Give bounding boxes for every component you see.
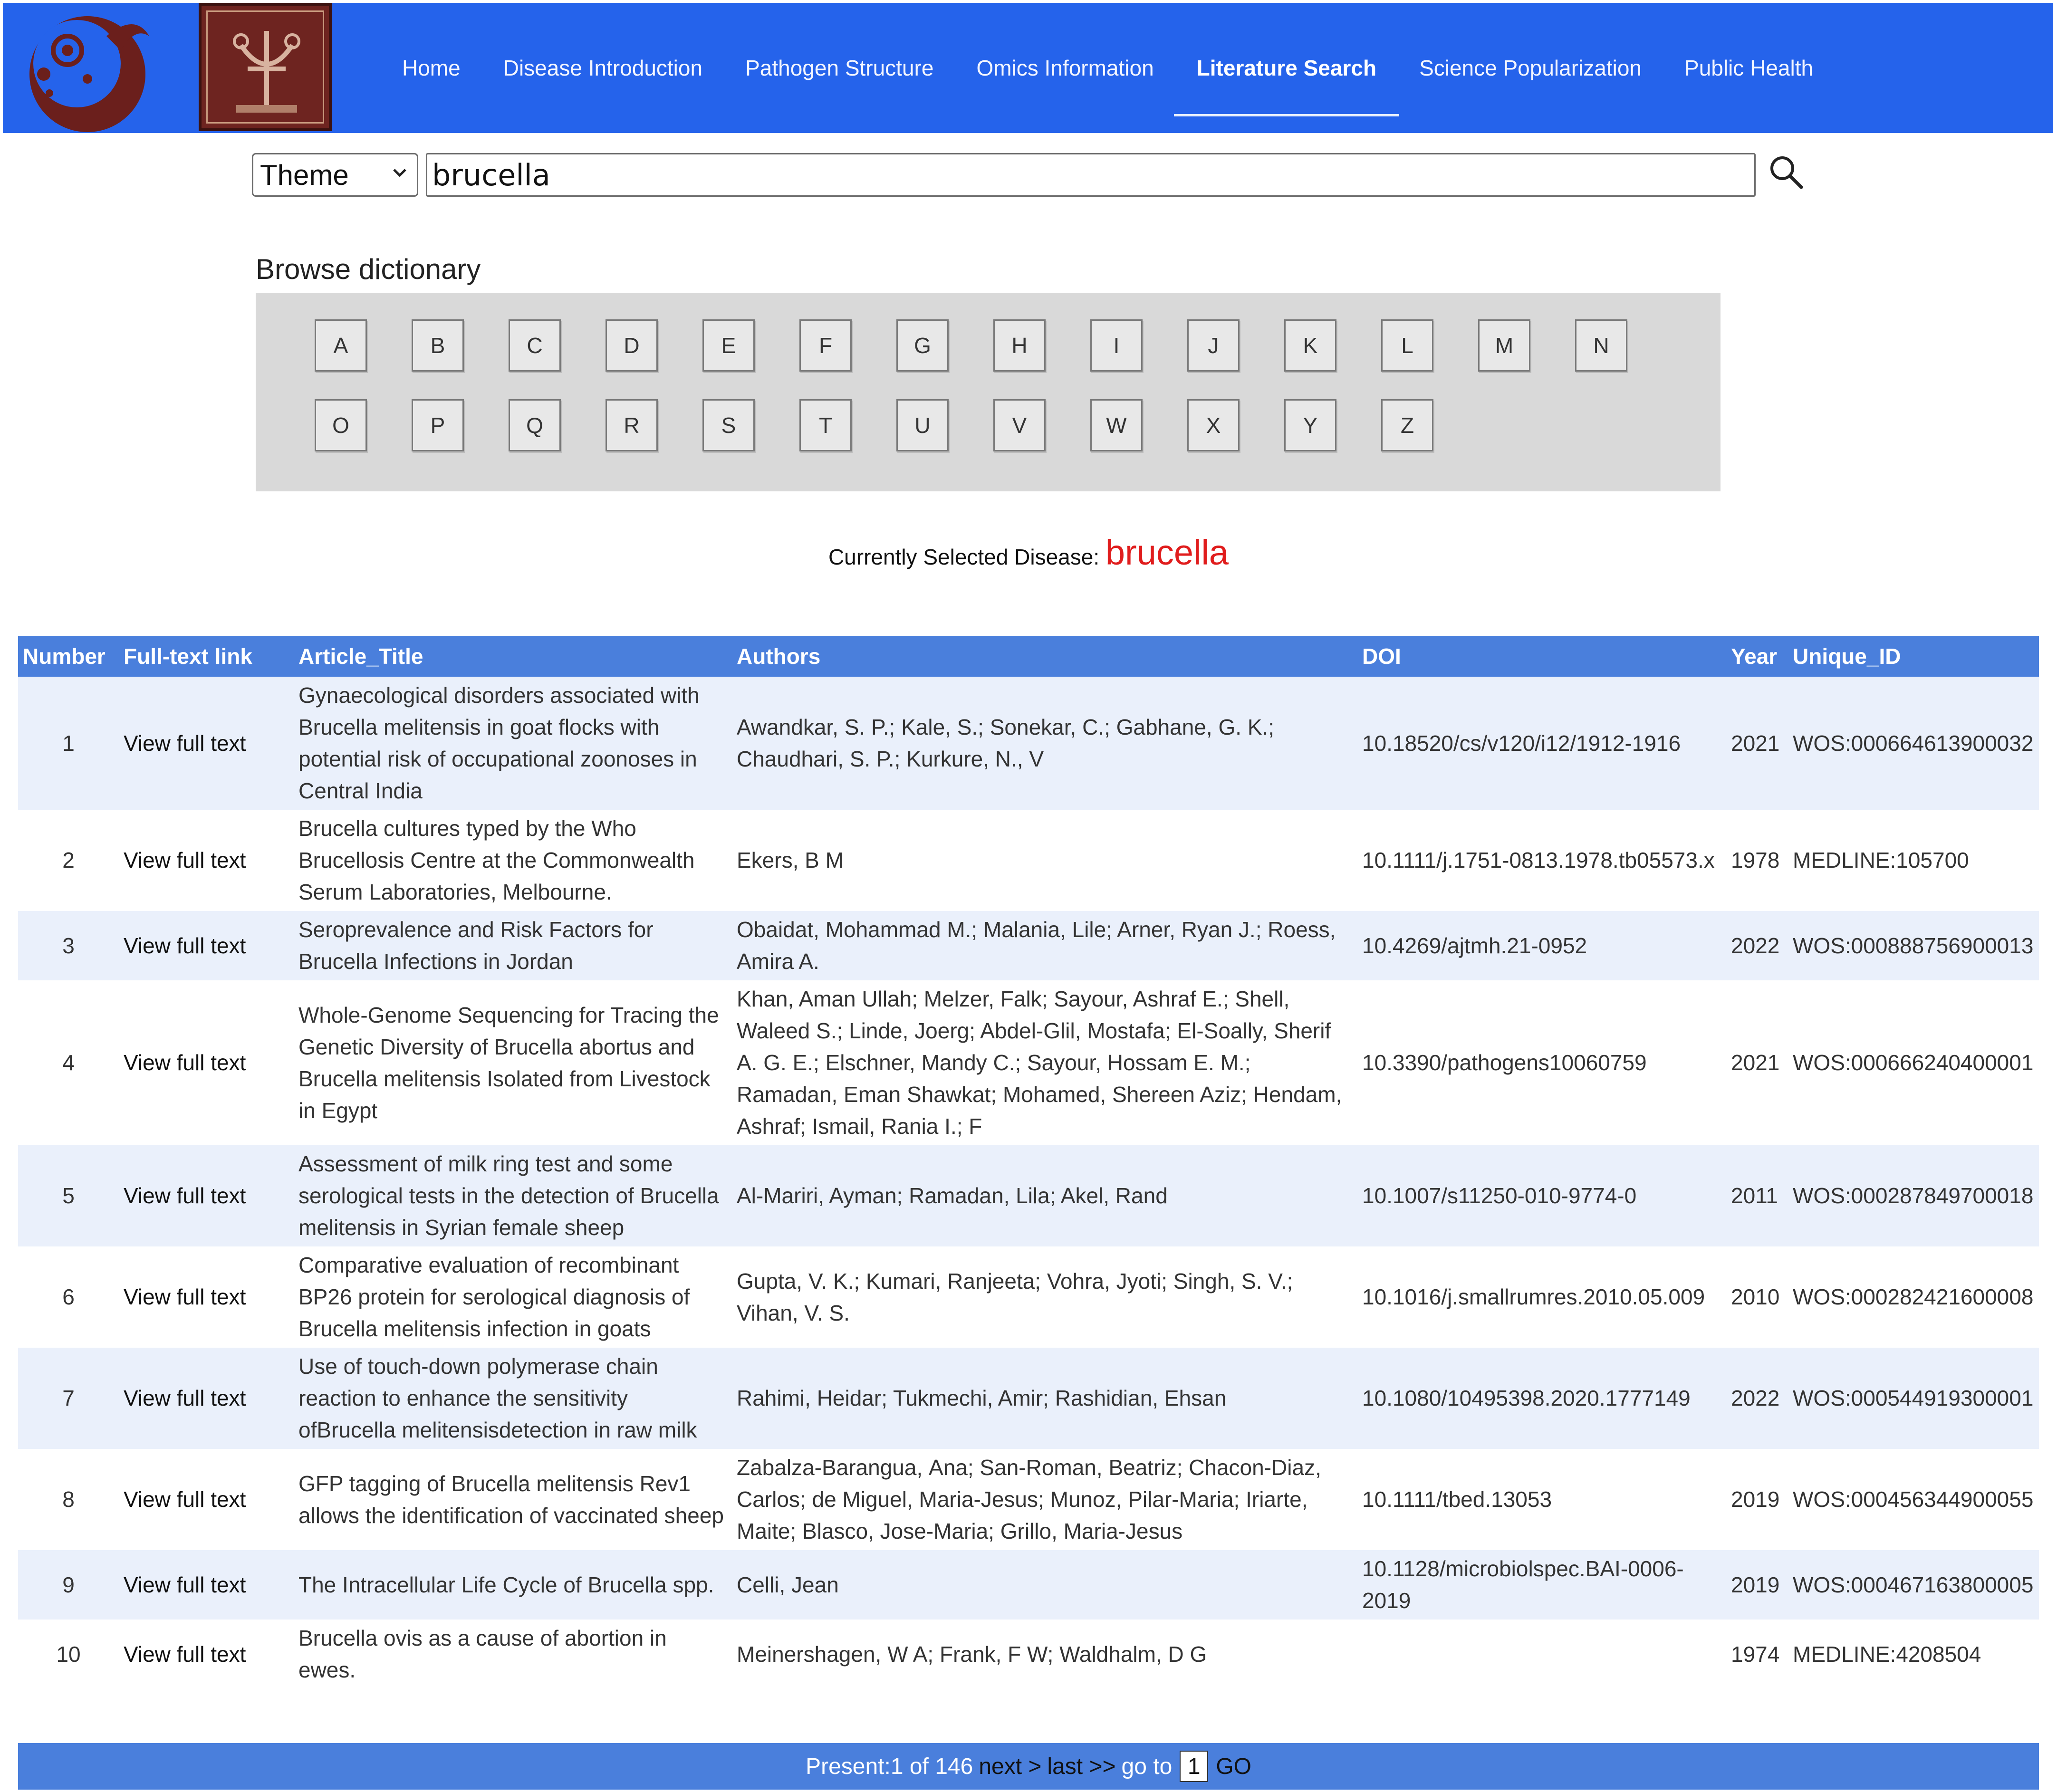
header-doi[interactable]: DOI <box>1357 636 1726 677</box>
nav-disease-introduction[interactable]: Disease Introduction <box>503 56 703 80</box>
row-number: 1 <box>18 677 119 810</box>
selected-disease-value: brucella <box>1105 533 1229 572</box>
unique-id: WOS:000664613900032 <box>1788 677 2039 810</box>
letter-h-button[interactable]: H <box>993 319 1046 372</box>
letter-i-button[interactable]: I <box>1090 319 1143 372</box>
authors: Ekers, B M <box>732 810 1357 911</box>
doi: 10.1111/j.1751-0813.1978.tb05573.x <box>1357 810 1726 911</box>
site-logo[interactable] <box>21 8 162 136</box>
year: 1974 <box>1726 1620 1788 1689</box>
letter-t-button[interactable]: T <box>799 399 852 451</box>
search-icon[interactable] <box>1767 153 1805 191</box>
letter-s-button[interactable]: S <box>702 399 755 451</box>
table-row <box>18 1449 2039 1550</box>
authors: Khan, Aman Ullah; Melzer, Falk; Sayour, Ashraf E.; Shell, Waleed S.; Linde, Joerg; Abdel-Glil, Mostafa; El-Soally, Sherif A. G. E.; Elschner, Mandy C.; Sayour, Hossam E. M.; Ramadan, Eman Shawkat; Mohamed, Shereen Aziz; Hendam, Ashraf; Ismail, Rania I.; F <box>732 980 1357 1145</box>
chevron-down-icon <box>391 164 408 181</box>
article-title: Gynaecological disorders associated with Brucella melitensis in goat flocks with potential risk of occupational zoonoses in Central India <box>294 677 732 810</box>
institute-logo[interactable] <box>199 3 332 131</box>
year: 2021 <box>1726 677 1788 810</box>
pagination-bar <box>18 1743 2039 1790</box>
header-year[interactable]: Year <box>1726 636 1788 677</box>
letter-j-button[interactable]: J <box>1187 319 1240 372</box>
article-title: Assessment of milk ring test and some serological tests in the detection of Brucella melitensis in Syrian female sheep <box>294 1145 732 1246</box>
selected-disease <box>0 532 2057 573</box>
row-number: 5 <box>18 1145 119 1246</box>
letter-a-button[interactable]: A <box>315 319 367 372</box>
article-title: Brucella cultures typed by the Who Brucellosis Centre at the Commonwealth Serum Laboratories, Melbourne. <box>294 810 732 911</box>
letter-x-button[interactable]: X <box>1187 399 1240 451</box>
unique-id: MEDLINE:4208504 <box>1788 1620 2039 1689</box>
year: 1978 <box>1726 810 1788 911</box>
results-table <box>18 636 2039 1689</box>
view-full-text-link[interactable]: View full text <box>119 980 294 1145</box>
header-article-title[interactable]: Article_Title <box>294 636 732 677</box>
letter-z-button[interactable]: Z <box>1381 399 1433 451</box>
authors: Al-Mariri, Ayman; Ramadan, Lila; Akel, Rand <box>732 1145 1357 1246</box>
doi <box>1357 1620 1726 1689</box>
top-navbar <box>3 3 2053 133</box>
year: 2011 <box>1726 1145 1788 1246</box>
row-number: 7 <box>18 1348 119 1449</box>
doi: 10.1080/10495398.2020.1777149 <box>1357 1348 1726 1449</box>
unique-id: MEDLINE:105700 <box>1788 810 2039 911</box>
nav-omics-information[interactable]: Omics Information <box>976 56 1154 80</box>
row-number: 3 <box>18 911 119 980</box>
table-row <box>18 1620 2039 1689</box>
letter-y-button[interactable]: Y <box>1284 399 1336 451</box>
doi: 10.18520/cs/v120/i12/1912-1916 <box>1357 677 1726 810</box>
row-number: 4 <box>18 980 119 1145</box>
doi: 10.1007/s11250-010-9774-0 <box>1357 1145 1726 1246</box>
letter-o-button[interactable]: O <box>315 399 367 451</box>
authors: Awandkar, S. P.; Kale, S.; Sonekar, C.; Gabhane, G. K.; Chaudhari, S. P.; Kurkure, N., V <box>732 677 1357 810</box>
unique-id: WOS:000888756900013 <box>1788 911 2039 980</box>
unique-id: WOS:000456344900055 <box>1788 1449 2039 1550</box>
table-header-row <box>18 636 2039 677</box>
pagination-present: Present:1 of 146 <box>806 1754 973 1779</box>
view-full-text-link[interactable]: View full text <box>119 911 294 980</box>
letter-m-button[interactable]: M <box>1478 319 1530 372</box>
view-full-text-link[interactable]: View full text <box>119 1246 294 1348</box>
article-title: Use of touch-down polymerase chain reaction to enhance the sensitivity ofBrucella melitensisdetection in raw milk <box>294 1348 732 1449</box>
year: 2019 <box>1726 1449 1788 1550</box>
nav-science-popularization[interactable]: Science Popularization <box>1419 56 1642 80</box>
letter-b-button[interactable]: B <box>412 319 464 372</box>
selected-disease-label: Currently Selected Disease: <box>828 545 1100 569</box>
letter-e-button[interactable]: E <box>702 319 755 372</box>
letter-w-button[interactable]: W <box>1090 399 1143 451</box>
nav-home[interactable]: Home <box>402 56 461 80</box>
view-full-text-link[interactable]: View full text <box>119 1620 294 1689</box>
table-row <box>18 980 2039 1145</box>
unique-id: WOS:000282421600008 <box>1788 1246 2039 1348</box>
header-unique-id[interactable]: Unique_ID <box>1788 636 2039 677</box>
view-full-text-link[interactable]: View full text <box>119 810 294 911</box>
doi: 10.4269/ajtmh.21-0952 <box>1357 911 1726 980</box>
letter-g-button[interactable]: G <box>896 319 949 372</box>
search-type-select[interactable] <box>252 153 418 197</box>
year: 2021 <box>1726 980 1788 1145</box>
header-authors[interactable]: Authors <box>732 636 1357 677</box>
table-row <box>18 1246 2039 1348</box>
header-full-text-link[interactable]: Full-text link <box>119 636 294 677</box>
go-button[interactable]: GO <box>1216 1754 1251 1779</box>
letter-q-button[interactable]: Q <box>509 399 561 451</box>
year: 2010 <box>1726 1246 1788 1348</box>
authors: Zabalza-Baranguа, Ana; San-Roman, Beatriz; Chacon-Diaz, Carlos; de Miguel, Maria-Jesus; Munoz, Pilar-Maria; Iriarte, Maite; Blasco, Jose-Maria; Grillo, Maria-Jesus <box>732 1449 1357 1550</box>
authors: Gupta, V. K.; Kumari, Ranjeeta; Vohra, Jyoti; Singh, S. V.; Vihan, V. S. <box>732 1246 1357 1348</box>
next-page-link[interactable]: next > <box>979 1754 1042 1779</box>
doi: 10.1111/tbed.13053 <box>1357 1449 1726 1550</box>
search-type-value: Theme <box>260 159 349 191</box>
letter-v-button[interactable]: V <box>993 399 1046 451</box>
table-row <box>18 1145 2039 1246</box>
view-full-text-link[interactable]: View full text <box>119 1145 294 1246</box>
year: 2019 <box>1726 1550 1788 1620</box>
table-row <box>18 810 2039 911</box>
row-number: 2 <box>18 810 119 911</box>
letter-c-button[interactable]: C <box>509 319 561 372</box>
view-full-text-link[interactable]: View full text <box>119 1550 294 1620</box>
logo-frame <box>206 10 324 124</box>
article-title: Seroprevalence and Risk Factors for Brucella Infections in Jordan <box>294 911 732 980</box>
row-number: 10 <box>18 1620 119 1689</box>
article-title: Whole-Genome Sequencing for Tracing the Genetic Diversity of Brucella abortus and Brucella melitensis Isolated from Livestock in Egypt <box>294 980 732 1145</box>
letter-p-button[interactable]: P <box>412 399 464 451</box>
article-title: Brucella ovis as a cause of abortion in ewes. <box>294 1620 732 1689</box>
view-full-text-link[interactable]: View full text <box>119 677 294 810</box>
main-nav <box>402 3 1856 133</box>
search-input-value: brucella <box>432 157 550 192</box>
letter-n-button[interactable]: N <box>1575 319 1627 372</box>
nav-literature-search[interactable]: Literature Search <box>1196 56 1377 80</box>
header-number[interactable]: Number <box>18 636 119 677</box>
last-page-link[interactable]: last >> <box>1047 1754 1116 1779</box>
letter-d-button[interactable]: D <box>606 319 658 372</box>
year: 2022 <box>1726 1348 1788 1449</box>
article-title: GFP tagging of Brucella melitensis Rev1 allows the identification of vaccinated sheep <box>294 1449 732 1550</box>
authors: Celli, Jean <box>732 1550 1357 1620</box>
article-title: Comparative evaluation of recombinant BP26 protein for serological diagnosis of Brucella melitensis infection in goats <box>294 1246 732 1348</box>
row-number: 8 <box>18 1449 119 1550</box>
row-number: 9 <box>18 1550 119 1620</box>
letter-k-button[interactable]: K <box>1284 319 1336 372</box>
search-input[interactable] <box>426 153 1756 197</box>
goto-page-input[interactable]: 1 <box>1180 1751 1208 1782</box>
article-title: The Intracellular Life Cycle of Brucella spp. <box>294 1550 732 1620</box>
unique-id: WOS:000666240400001 <box>1788 980 2039 1145</box>
row-number: 6 <box>18 1246 119 1348</box>
year: 2022 <box>1726 911 1788 980</box>
letter-r-button[interactable]: R <box>606 399 658 451</box>
authors: Rahimi, Heidar; Tukmechi, Amir; Rashidian, Ehsan <box>732 1348 1357 1449</box>
letter-u-button[interactable]: U <box>896 399 949 451</box>
nav-pathogen-structure[interactable]: Pathogen Structure <box>745 56 934 80</box>
authors: Meinershagen, W A; Frank, F W; Waldhalm, D G <box>732 1620 1357 1689</box>
table-row <box>18 1348 2039 1449</box>
browse-dictionary-title: Browse dictionary <box>256 253 481 285</box>
table-row <box>18 677 2039 810</box>
unique-id: WOS:000467163800005 <box>1788 1550 2039 1620</box>
dictionary-panel <box>256 293 1721 491</box>
view-full-text-link[interactable]: View full text <box>119 1348 294 1449</box>
nav-public-health[interactable]: Public Health <box>1684 56 1814 80</box>
doi: 10.1128/microbiolspec.BAI-0006-2019 <box>1357 1550 1726 1620</box>
view-full-text-link[interactable]: View full text <box>119 1449 294 1550</box>
unique-id: WOS:000544919300001 <box>1788 1348 2039 1449</box>
table-row <box>18 1550 2039 1620</box>
unique-id: WOS:000287849700018 <box>1788 1145 2039 1246</box>
doi: 10.3390/pathogens10060759 <box>1357 980 1726 1145</box>
letter-f-button[interactable]: F <box>799 319 852 372</box>
goto-label: go to <box>1121 1754 1173 1779</box>
authors: Obaidat, Mohammad M.; Malania, Lile; Arner, Ryan J.; Roess, Amira A. <box>732 911 1357 980</box>
doi: 10.1016/j.smallrumres.2010.05.009 <box>1357 1246 1726 1348</box>
letter-l-button[interactable]: L <box>1381 319 1433 372</box>
table-row <box>18 911 2039 980</box>
